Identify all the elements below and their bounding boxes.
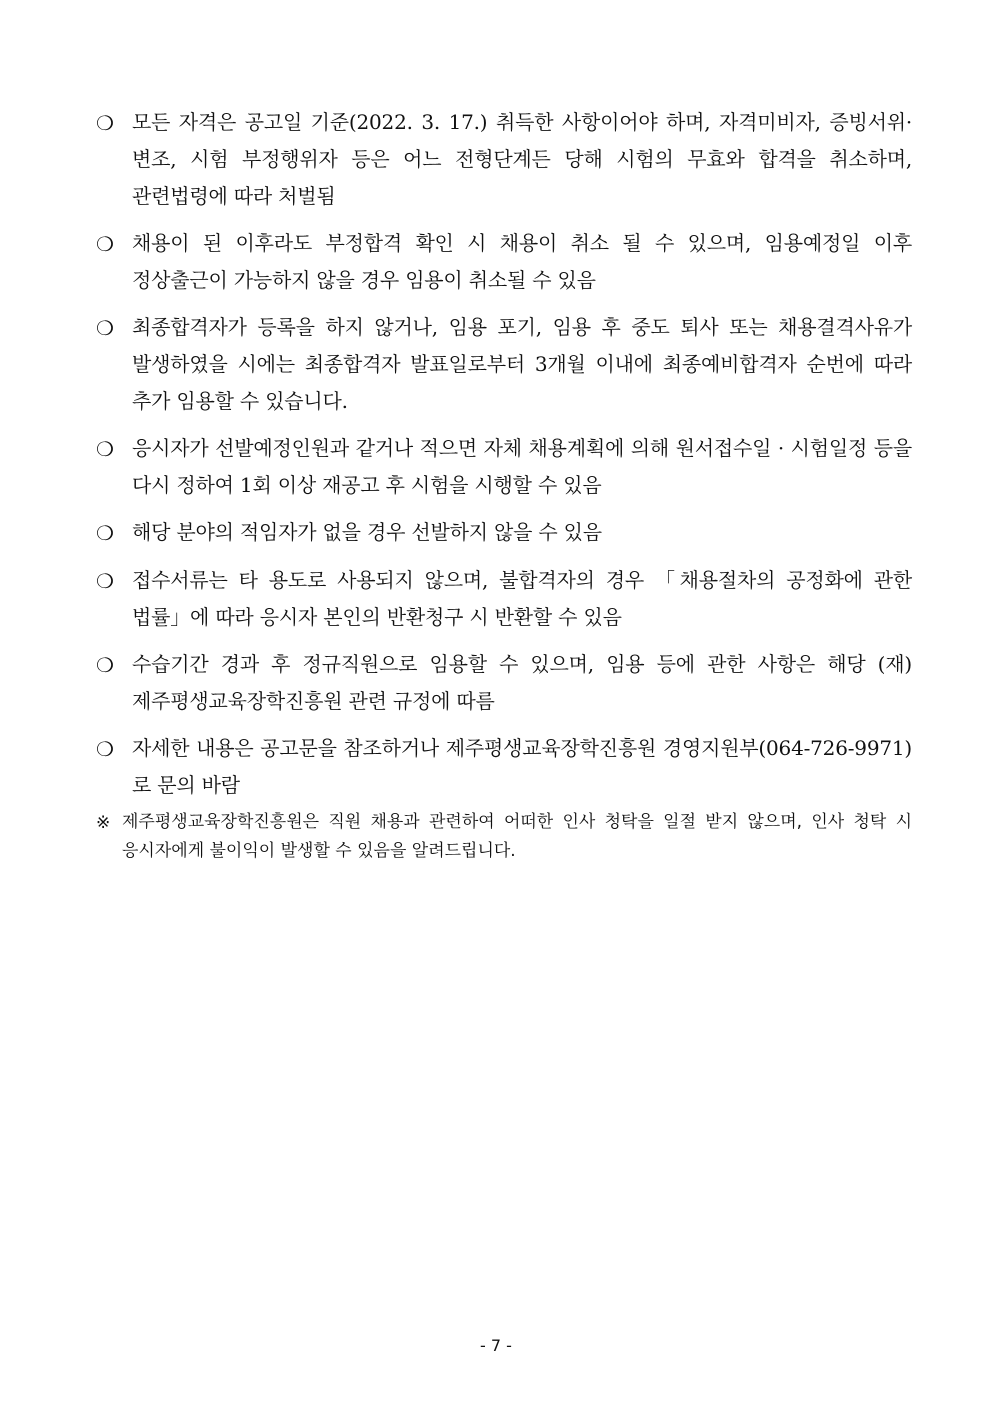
reference-mark-icon: ※ — [96, 813, 111, 833]
notice-list — [96, 104, 912, 866]
circle-bullet-icon: ❍ — [96, 737, 114, 761]
list-item-text: 응시자가 선발예정인원과 같거나 적으면 자체 채용계획에 의해 원서접수일 · 시험일정 등을 다시 정하여 1회 이상 재공고 후 시험을 시행할 수 있음 — [132, 436, 912, 497]
list-item — [96, 225, 912, 299]
list-item-text: 자세한 내용은 공고문을 참조하거나 제주평생교육장학진흥원 경영지원부(064-726-9971)로 문의 바람 — [132, 736, 912, 797]
list-item-text: 접수서류는 타 용도로 사용되지 않으며, 불합격자의 경우 「채용절차의 공정화에 관한 법률」에 따라 응시자 본인의 반환청구 시 반환할 수 있음 — [132, 568, 912, 629]
page-number: - 7 - — [480, 1336, 512, 1355]
circle-bullet-icon: ❍ — [96, 316, 114, 340]
list-item — [96, 646, 912, 720]
list-item — [96, 309, 912, 420]
list-item-text: 채용이 된 이후라도 부정합격 확인 시 채용이 취소 될 수 있으며, 임용예정일 이후 정상출근이 가능하지 않을 경우 임용이 취소될 수 있음 — [132, 231, 912, 292]
list-item-text: 모든 자격은 공고일 기준(2022. 3. 17.) 취득한 사항이어야 하며, 자격미비자, 증빙서위·변조, 시험 부정행위자 등은 어느 전형단계든 당해 시험의 무효와 합격을 취소하며, 관련법령에 따라 처벌됨 — [132, 110, 912, 208]
note-text: 제주평생교육장학진흥원은 직원 채용과 관련하여 어떠한 인사 청탁을 일절 받지 않으며, 인사 청탁 시 응시자에게 불이익이 발생할 수 있음을 알려드립니다. — [122, 812, 912, 861]
circle-bullet-icon: ❍ — [96, 521, 114, 545]
list-item — [96, 730, 912, 804]
circle-bullet-icon: ❍ — [96, 653, 114, 677]
list-item — [96, 514, 912, 552]
list-item — [96, 430, 912, 504]
list-item-text: 최종합격자가 등록을 하지 않거나, 임용 포기, 임용 후 중도 퇴사 또는 채용결격사유가 발생하였을 시에는 최종합격자 발표일로부터 3개월 이내에 최종예비합격자 순번에 따라 추가 임용할 수 있습니다. — [132, 315, 912, 413]
circle-bullet-icon: ❍ — [96, 437, 114, 461]
circle-bullet-icon: ❍ — [96, 111, 114, 135]
list-item — [96, 104, 912, 215]
notice-note — [96, 808, 912, 866]
circle-bullet-icon: ❍ — [96, 569, 114, 593]
list-item-text: 해당 분야의 적임자가 없을 경우 선발하지 않을 수 있음 — [132, 520, 602, 544]
list-item-text: 수습기간 경과 후 정규직원으로 임용할 수 있으며, 임용 등에 관한 사항은 해당 (재)제주평생교육장학진흥원 관련 규정에 따름 — [132, 652, 912, 713]
circle-bullet-icon: ❍ — [96, 232, 114, 256]
list-item — [96, 562, 912, 636]
